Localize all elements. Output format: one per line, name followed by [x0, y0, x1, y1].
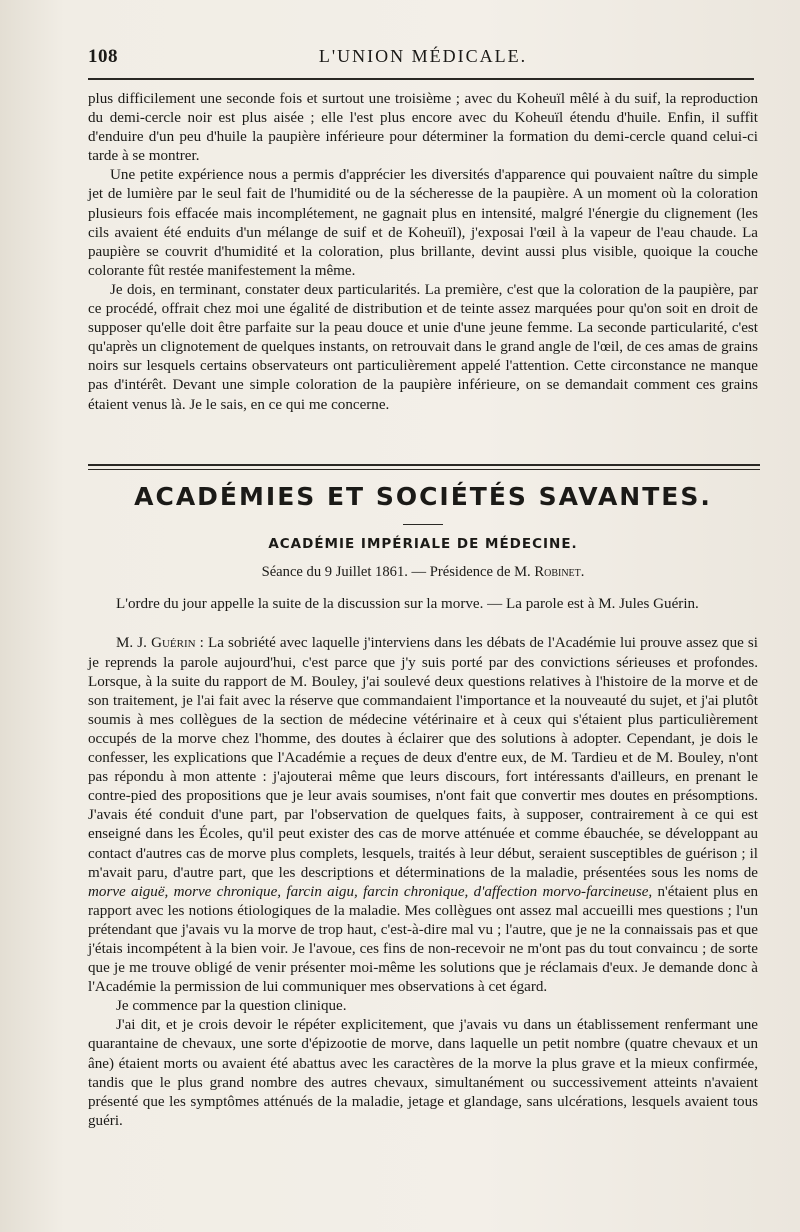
- intro-paragraph-2: Une petite expérience nous a permis d'apprécier les diversités d'apparence qui pouvaient naître du simple jet de lumière par le seul fait de l'humidité ou de la sécheresse de la paupière. A un moment où la coloration plusieurs fois effacée mais incomplétement, ne gagnait plus en intensité, malgré l'énergie du clignement (les cils avaient été enduits d'un mélange de suif et de Koheuïl), j'exposai l'œil à la vapeur de l'eau chaude. La paupière se couvrit d'humidité et la coloration, plus brillante, devint aussi plus visible, quoique la couche colorante fût restée manifestement la même.: [88, 167, 758, 279]
- intro-paragraph-1: plus difficilement une seconde fois et surtout une troisième ; avec du Koheuïl mêlé à du suif, la reproduction du demi-cercle noir est plus aisée ; elle l'est plus encore avec du Koheuïl étendu d'huile. Enfin, il suffit d'enduire d'un peu d'huile la paupière inférieure pour déterminer la formation du demi-cercle quand celui-ci tarde à se montrer.: [88, 91, 758, 165]
- speaker-name: M. J. Guérin :: [116, 635, 204, 652]
- section-title: ACADÉMIES ET SOCIÉTÉS SAVANTES.: [134, 482, 712, 511]
- speech-paragraph-3: J'ai dit, et je crois devoir le répéter explicitement, que j'avais vu dans un établissement renfermant une quarantaine de chevaux, une sorte d'épizootie de morve, dans laquelle un petit nombre (quatre chevaux et un âne) étaient morts ou avaient été abattus avec les caractères de la morve la plus grave et la mieux confirmée, tandis que le plus grand nombre des autres chevaux, simultanément ou successivement atteints n'avaient présenté que les symptômes atténués de la maladie, jetage et glandage, sans ulcérations, lesquels avaient tous guéri.: [88, 1017, 758, 1129]
- section-rule-bottom: [88, 469, 760, 470]
- speech-paragraph-1: [88, 634, 758, 997]
- academies-section: [88, 482, 758, 1131]
- section-rule-top: [88, 464, 760, 466]
- speech-paragraph-2: Je commence par la question clinique.: [116, 998, 347, 1015]
- president-name: Robinet.: [534, 564, 585, 581]
- intro-text: [88, 90, 758, 415]
- page-header: [88, 46, 758, 74]
- seance-text: Séance du 9 Juillet 1861. — Présidence de M.: [261, 564, 531, 581]
- speech-text-b: n'étaient plus en rapport avec les notions étiologiques de la maladie. Mes collègues ont assez mal accueilli mes questions ; l'un prétendant que j'avais vu la morve de trop haut, c'est-à-dire mal vu ; l'autre, que je ne la connaissais pas et que j'étais incompétent à la bien voir. Je l'avoue, ces fins de non-recevoir ne m'ont pas du tout convaincu ; de sorte que je me trouve obligé de venir présenter moi-même les solutions que je réclamais d'eux. Je demande donc à l'Académie la permission de lui communiquer mes observations à cet égard.: [88, 883, 758, 996]
- academy-title: ACADÉMIE IMPÉRIALE DE MÉDECINE.: [268, 536, 578, 553]
- title-divider: [403, 524, 443, 525]
- speech-text-a: La sobriété avec laquelle j'interviens dans les débats de l'Académie lui prouve assez que si je reprends la parole aujourd'hui, c'est parce que j'y suis porté par des convictions sérieuses et profondes. Lorsque, à la suite du rapport de M. Bouley, j'ai soulevé deux questions relatives à l'histoire de la morve et de son traitement, je l'ai fait avec la réserve que commandaient l'importance et la nouveauté du sujet, et j'ai plutôt soumis à mes collègues de la section de médecine vétérinaire et à ceux qui s'étaient plus particulièrement occupés de la morve chez l'homme, des doutes à éclairer que des solutions à adopter. Cependant, je dois le confesser, les explications que l'Académie a reçues de deux d'entre eux, de M. Tardieu et de M. Bouley, n'ont pas répondu à mon attente : j'ajouterai même que leurs discours, fort intéressants d'ailleurs, en prenant le contre-pied des propositions que je leur avais soumises, n'ont fait que convertir mes doutes en présomptions. J'avais été conduit d'une part, par l'observation de quelques faits, à supposer, contrairement à ce qui est enseigné dans les Écoles, qu'il peut exister des cas de morve atténuée et comme ébauchée, se développant au contact d'autres cas de morve plus complets, lesquels, traités à leur début, seraient susceptibles de guérison ; il m'avait paru, d'autre part, que les descriptions et déterminations de la maladie, présentées sous les noms de: [88, 635, 759, 881]
- agenda-paragraph: L'ordre du jour appelle la suite de la discussion sur la morve. — La parole est à M. Jules Guérin.: [116, 596, 699, 613]
- page-number: 108: [88, 46, 118, 67]
- intro-paragraph-3: Je dois, en terminant, constater deux particularités. La première, c'est que la coloration de la paupière, par ce procédé, offrait chez moi une égalité de distribution et de teinte assez marquées pour qu'on soit en droit de supposer qu'elle doit être parfaite sur la peau douce et unie d'une jeune femme. La seconde particularité, c'est qu'après un clignotement de quelques instants, on retrouvait dans le grand angle de l'œil, de ces amas de grains noirs sur lesquels certains observateurs ont particulièrement appelé l'attention. Cette circonstance ne manque pas d'intérêt. Devant une simple coloration de la paupière inférieure, on se demandait comment ces grains étaient venus là. Je le sais, en ce qui me concerne.: [88, 281, 758, 413]
- header-rule: [88, 78, 754, 80]
- seance-line: [88, 561, 758, 583]
- journal-title: L'UNION MÉDICALE.: [318, 46, 528, 66]
- speech-italic-terms: morve aiguë, morve chronique, farcin aigu, farcin chronique, d'affection morvo-farcineuse,: [88, 883, 653, 900]
